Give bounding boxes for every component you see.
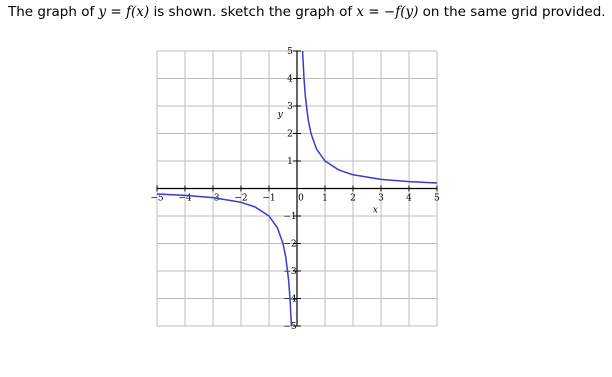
x-axis-label: x [372, 205, 378, 216]
tick-labels [150, 47, 440, 332]
x-tick-label: −3 [206, 193, 220, 204]
question-math-given: y = f(x) [98, 4, 150, 20]
x-tick-label: 0 [298, 193, 304, 204]
y-tick-label: −1 [283, 212, 297, 222]
y-tick-label: 2 [287, 129, 293, 140]
y-tick-label: −5 [283, 322, 297, 332]
x-tick-label: 4 [406, 193, 412, 204]
x-tick-label: 3 [378, 193, 384, 204]
y-tick-label: 3 [287, 102, 293, 112]
y-tick-label: −2 [283, 239, 297, 250]
x-tick-label: −5 [150, 193, 164, 204]
x-tick-label: −2 [234, 193, 248, 204]
y-axis-label: y [277, 110, 283, 120]
y-tick-label: 5 [287, 47, 293, 57]
x-tick-label: 5 [434, 193, 440, 204]
question-part-2: is shown. sketch the graph of [149, 4, 357, 20]
x-tick-label: 2 [350, 193, 356, 204]
y-tick-label: −4 [283, 294, 297, 305]
curve-branch-right [303, 51, 437, 183]
question-part-1: The graph of [8, 4, 99, 20]
question-math-target: x = −f(y) [356, 4, 419, 20]
axes [157, 51, 437, 326]
curve-branch-left [157, 194, 291, 326]
y-tick-label: 1 [287, 157, 293, 167]
x-tick-label: −4 [178, 193, 192, 204]
x-tick-label: 1 [322, 193, 328, 204]
x-tick-label: −1 [262, 193, 276, 204]
question-part-3: on the same grid provided. [418, 4, 606, 20]
y-tick-label: −3 [283, 267, 297, 277]
y-tick-label: 4 [287, 74, 293, 85]
